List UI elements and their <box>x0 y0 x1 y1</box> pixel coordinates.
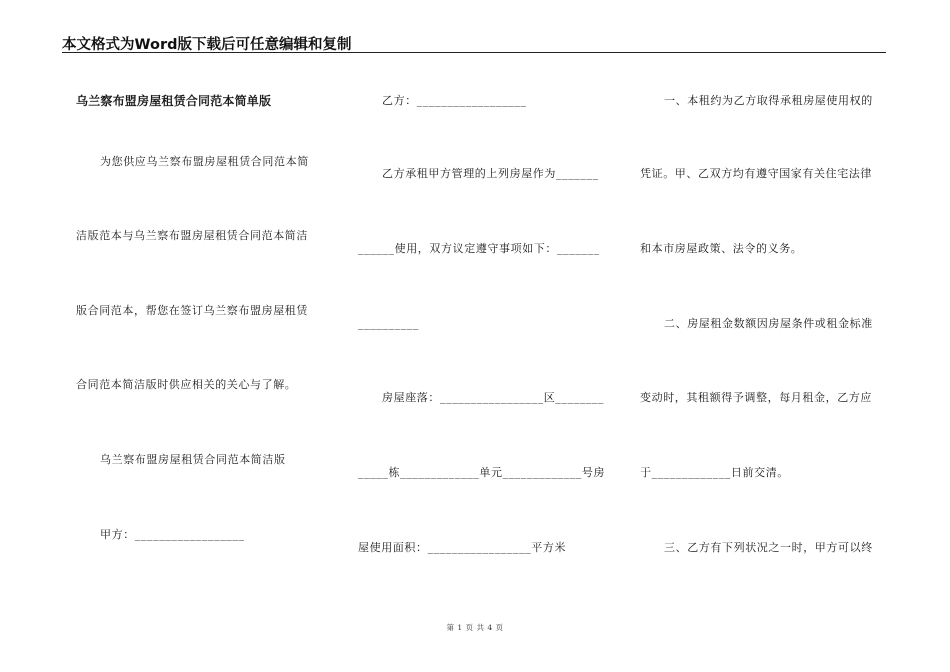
header-divider <box>62 52 886 53</box>
clause-line: 和本市房屋政策、法令的义务。 <box>640 242 803 255</box>
property-location-field: 房屋座落：_________________区________ <box>382 391 605 404</box>
clause-line: 凭证。甲、乙双方均有遵守国家有关住宅法律 <box>640 167 872 180</box>
paragraph-line: 为您供应乌兰察布盟房屋租赁合同范本简 <box>100 155 309 168</box>
paragraph-line: ______使用，双方议定遵守事项如下：_______ <box>358 242 600 255</box>
clause-line: 二、房屋租金数额因房屋条件或租金标准 <box>664 317 873 330</box>
clause-line: 一、本租约为乙方取得承租房屋使用权的 <box>664 94 873 107</box>
page-number: 第 1 页 共 4 页 <box>446 623 504 632</box>
section-heading: 乌兰察布盟房屋租赁合同范本简洁版 <box>100 453 286 466</box>
property-area-field: 屋使用面积：_________________平方米 <box>358 541 567 554</box>
clause-line: 变动时，其租额得予调整，每月租金，乙方应 <box>640 391 872 404</box>
paragraph-line: 洁版范本与乌兰察布盟房屋租赁合同范本简洁 <box>76 229 308 242</box>
clause-line: 三、乙方有下列状况之一时，甲方可以终 <box>664 541 873 554</box>
document-header-title: 本文格式为Word版下载后可任意编辑和复制 <box>62 37 352 53</box>
paragraph-line: 乙方承租甲方管理的上列房屋作为_______ <box>382 167 599 180</box>
paragraph-line: __________ <box>358 317 419 330</box>
paragraph-line: 版合同范本，帮您在签订乌兰察布盟房屋租赁 <box>76 304 308 317</box>
party-b-field: 乙方：__________________ <box>382 94 527 107</box>
contract-title: 乌兰察布盟房屋租赁合同范本简单版 <box>76 94 272 108</box>
clause-line: 于_____________日前交清。 <box>640 466 789 479</box>
party-a-field: 甲方：__________________ <box>100 528 245 541</box>
property-unit-field: _____栋_____________单元_____________号房 <box>358 466 606 479</box>
paragraph-line: 合同范本简洁版时供应相关的关心与了解。 <box>76 378 297 391</box>
